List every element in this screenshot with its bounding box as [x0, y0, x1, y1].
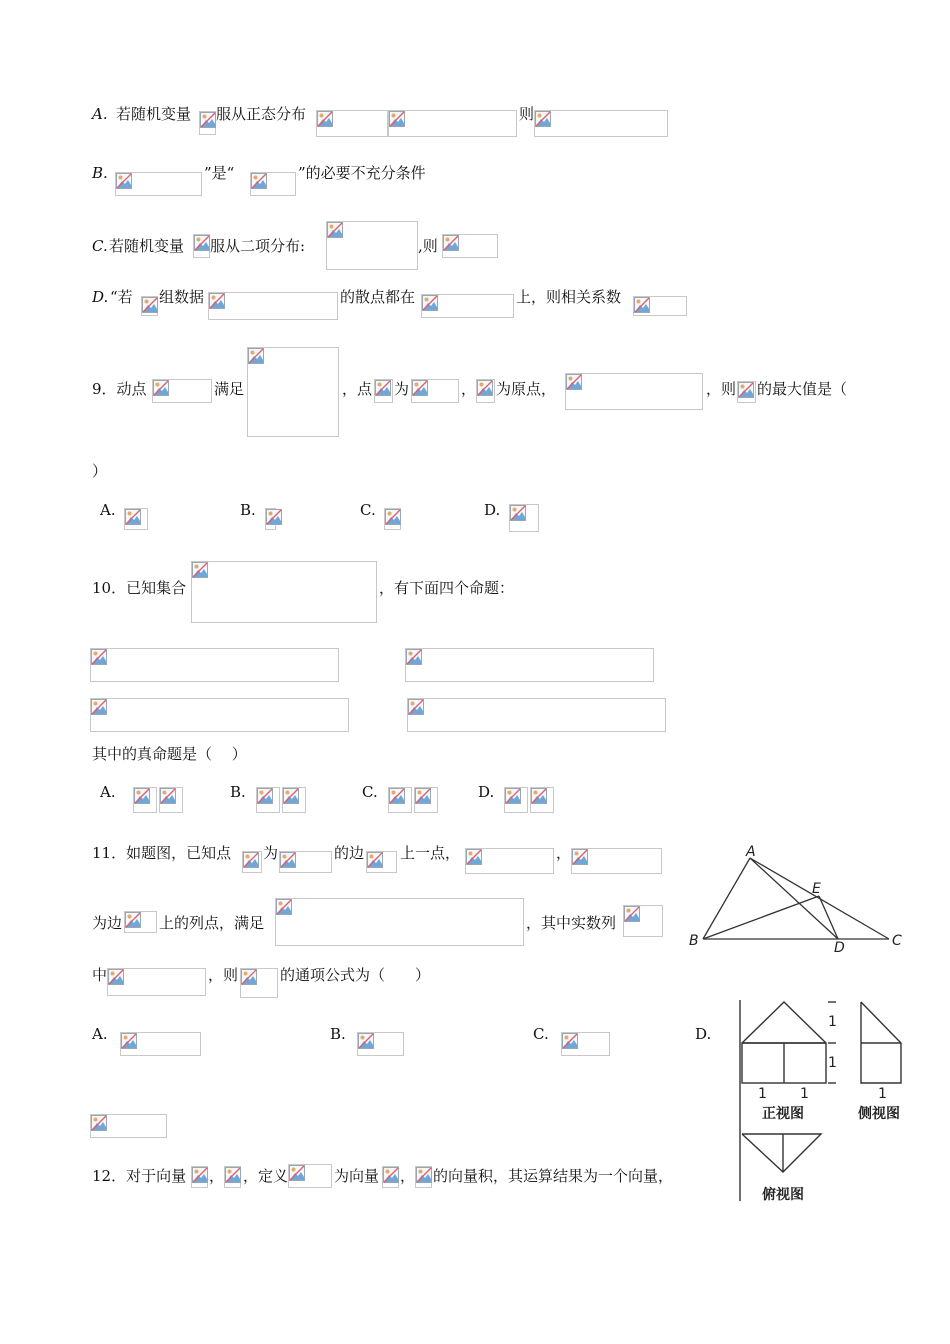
formula-image — [421, 294, 514, 318]
broken-image-icon — [415, 788, 431, 804]
broken-image-icon — [160, 788, 176, 804]
formula-image — [107, 968, 206, 996]
broken-image-icon — [317, 111, 333, 127]
formula-image — [133, 787, 157, 813]
q11-option-b-label: B. — [330, 1025, 346, 1043]
dim-label: 1 — [800, 1086, 809, 1102]
broken-image-icon — [624, 906, 640, 922]
formula-image — [530, 787, 554, 813]
broken-image-icon — [200, 112, 216, 128]
fig-label-e: E — [812, 881, 821, 897]
formula-image — [561, 1032, 610, 1056]
q8-a-text-3: 则 — [519, 105, 535, 123]
formula-image — [90, 1114, 167, 1138]
q11-text-8: ，其中实数列 — [526, 914, 617, 932]
broken-image-icon — [125, 509, 141, 525]
q8-b-label: B. — [92, 164, 108, 182]
formula-image — [282, 787, 306, 813]
broken-image-icon — [367, 852, 383, 868]
broken-image-icon — [192, 1167, 208, 1183]
formula-image — [326, 221, 418, 270]
formula-image — [120, 1032, 201, 1056]
q10-option-b-label: B. — [230, 783, 246, 801]
side-view-label: 侧视图 — [858, 1106, 900, 1122]
broken-image-icon — [116, 173, 132, 189]
broken-image-icon — [408, 699, 424, 715]
formula-image — [405, 648, 654, 682]
formula-image — [633, 296, 687, 316]
front-view-label: 正视图 — [762, 1106, 804, 1122]
q9-text-8: 的最大值是（ — [757, 380, 848, 398]
q9-text-9: ） — [92, 462, 108, 480]
broken-image-icon — [389, 111, 405, 127]
formula-image — [357, 1032, 404, 1056]
broken-image-icon — [416, 1167, 432, 1183]
q11-option-c-label: C. — [533, 1025, 549, 1043]
broken-image-icon — [91, 649, 107, 665]
q9-option-c-label: C. — [360, 501, 376, 519]
broken-image-icon — [266, 509, 282, 525]
q11-text-7: 上的列点，满足 — [159, 914, 265, 932]
broken-image-icon — [91, 1115, 107, 1131]
broken-image-icon — [389, 788, 405, 804]
top-view-label: 俯视图 — [762, 1187, 804, 1203]
broken-image-icon — [276, 899, 292, 915]
broken-image-icon — [422, 295, 438, 311]
q8-d-label: D. — [92, 288, 109, 306]
q10-text-2: ，有下面四个命题： — [379, 579, 515, 597]
formula-image — [316, 110, 388, 137]
formula-image — [240, 968, 278, 998]
formula-image — [571, 848, 662, 874]
broken-image-icon — [566, 374, 582, 390]
q12-text-3: ，定义 — [243, 1167, 289, 1185]
formula-image — [191, 1166, 208, 1188]
formula-image — [415, 1166, 432, 1188]
formula-image — [199, 111, 216, 135]
q10-option-d-label: D. — [478, 783, 495, 801]
broken-image-icon — [192, 562, 208, 578]
dim-label: 1 — [878, 1086, 887, 1102]
broken-image-icon — [531, 788, 547, 804]
broken-image-icon — [280, 852, 296, 868]
formula-image — [504, 787, 528, 813]
q10-option-a-label: A. — [100, 783, 116, 801]
q9-option-b-label: B. — [240, 501, 256, 519]
broken-image-icon — [375, 380, 391, 396]
broken-image-icon — [243, 852, 259, 868]
formula-image — [90, 648, 339, 682]
q12-text-2: ， — [209, 1167, 225, 1185]
broken-image-icon — [257, 788, 273, 804]
broken-image-icon — [248, 348, 264, 364]
q9-option-d-label: D. — [484, 501, 501, 519]
formula-image — [411, 379, 459, 403]
broken-image-icon — [283, 788, 299, 804]
q9-text-3: ，点 — [342, 380, 373, 398]
formula-image — [224, 1166, 241, 1188]
q11-text-1: 11．如题图，已知点 — [92, 844, 232, 862]
broken-image-icon — [505, 788, 521, 804]
q10-option-c-label: C. — [362, 783, 378, 801]
broken-image-icon — [383, 1167, 399, 1183]
broken-image-icon — [443, 235, 459, 251]
q8-b-text-2: ”的必要不充分条件 — [298, 164, 426, 182]
q8-c-label: C. — [92, 237, 108, 255]
formula-image — [208, 292, 338, 320]
q8-d-text-1: “若 — [110, 288, 133, 306]
q8-d-text-4: 上，则相关系数 — [516, 288, 622, 306]
formula-image — [366, 851, 397, 873]
formula-image — [407, 698, 666, 732]
q10-text-1: 10．已知集合 — [92, 579, 187, 597]
broken-image-icon — [562, 1033, 578, 1049]
q12-text-1: 12．对于向量 — [92, 1167, 187, 1185]
formula-image — [737, 381, 756, 403]
formula-image — [384, 508, 401, 530]
q12-text-6: 的向量积，其运算结果为一个向量， — [433, 1167, 674, 1185]
q11-text-10: ，则 — [208, 966, 239, 984]
q9-text-4: 为 — [394, 380, 410, 398]
broken-image-icon — [358, 1033, 374, 1049]
q8-b-text-1: ”是“ — [204, 164, 235, 182]
formula-image — [247, 347, 339, 437]
fig-label-b: B — [689, 933, 699, 949]
formula-image — [509, 504, 539, 532]
formula-image — [90, 698, 349, 732]
broken-image-icon — [477, 380, 493, 396]
broken-image-icon — [289, 1165, 305, 1181]
formula-image — [565, 373, 703, 410]
fig-label-a: A — [746, 844, 756, 860]
formula-image — [534, 110, 668, 137]
formula-image — [124, 911, 157, 933]
broken-image-icon — [572, 849, 588, 865]
formula-image — [256, 787, 280, 813]
broken-image-icon — [121, 1033, 137, 1049]
q12-text-5: ， — [400, 1167, 416, 1185]
formula-image — [250, 172, 296, 196]
q11-text-11: 的通项公式为（ ） — [280, 966, 431, 984]
broken-image-icon — [134, 788, 150, 804]
q11-text-2: 为 — [263, 844, 279, 862]
q11-text-6: 为边 — [92, 914, 123, 932]
q9-text-2: 满足 — [214, 380, 245, 398]
formula-image — [124, 508, 148, 530]
q9-text-6: 为原点， — [496, 380, 557, 398]
formula-image — [159, 787, 183, 813]
broken-image-icon — [535, 111, 551, 127]
formula-image — [152, 379, 212, 403]
q11-text-3: 的边 — [334, 844, 365, 862]
formula-image — [279, 851, 332, 873]
triangle-figure — [686, 842, 910, 954]
formula-image — [191, 561, 377, 623]
q11-text-4: 上一点， — [400, 844, 461, 862]
broken-image-icon — [738, 382, 754, 398]
q12-text-4: 为向量 — [334, 1167, 380, 1185]
q8-d-text-2: 组数据 — [159, 288, 205, 306]
formula-image — [265, 508, 276, 530]
q9-option-a-label: A. — [100, 501, 116, 519]
formula-image — [288, 1164, 332, 1188]
formula-image — [414, 787, 438, 813]
formula-image — [242, 851, 262, 873]
q8-c-text-3: ,则 — [418, 237, 438, 255]
q8-c-text-1: 若随机变量 — [109, 237, 185, 255]
broken-image-icon — [327, 222, 343, 238]
broken-image-icon — [209, 293, 225, 309]
q8-a-text-2: 服从正态分布 — [216, 105, 307, 123]
broken-image-icon — [108, 969, 124, 985]
broken-image-icon — [142, 297, 158, 313]
q11-text-9: 中 — [92, 966, 108, 984]
q8-a-text-1: 若随机变量 — [116, 105, 192, 123]
formula-image — [442, 234, 498, 258]
broken-image-icon — [466, 849, 482, 865]
broken-image-icon — [241, 969, 257, 985]
q8-c-text-2: 服从二项分布: — [210, 237, 306, 255]
formula-image — [623, 905, 663, 937]
formula-image — [374, 379, 393, 403]
formula-image — [275, 898, 524, 946]
formula-image — [382, 1166, 399, 1188]
q9-text-7: ，则 — [706, 380, 737, 398]
broken-image-icon — [412, 380, 428, 396]
q11-option-a-label: A. — [92, 1025, 108, 1043]
three-view-figure — [732, 996, 912, 1204]
formula-image — [141, 296, 158, 316]
dim-label: 1 — [828, 1014, 837, 1030]
q8-d-text-3: 的散点都在 — [340, 288, 416, 306]
formula-image — [465, 848, 554, 874]
broken-image-icon — [385, 509, 401, 525]
dim-label: 1 — [758, 1086, 767, 1102]
broken-image-icon — [510, 505, 526, 521]
broken-image-icon — [153, 380, 169, 396]
formula-image — [476, 379, 495, 403]
q11-text-5: ， — [556, 844, 572, 862]
broken-image-icon — [91, 699, 107, 715]
broken-image-icon — [251, 173, 267, 189]
q8-a-label: A. — [92, 105, 108, 123]
q9-text-5: ， — [461, 380, 477, 398]
q9-text-1: 9．动点 — [92, 380, 147, 398]
broken-image-icon — [406, 649, 422, 665]
broken-image-icon — [634, 297, 650, 313]
broken-image-icon — [225, 1167, 241, 1183]
broken-image-icon — [125, 912, 141, 928]
q10-text-3: 其中的真命题是（ ） — [92, 745, 247, 763]
fig-label-d: D — [834, 940, 845, 954]
formula-image — [115, 172, 202, 196]
formula-image — [388, 787, 412, 813]
broken-image-icon — [194, 235, 210, 251]
q11-option-d-label: D. — [695, 1025, 712, 1043]
dim-label: 1 — [828, 1055, 837, 1071]
formula-image — [388, 110, 517, 137]
fig-label-c: C — [892, 933, 902, 949]
formula-image — [193, 234, 210, 258]
